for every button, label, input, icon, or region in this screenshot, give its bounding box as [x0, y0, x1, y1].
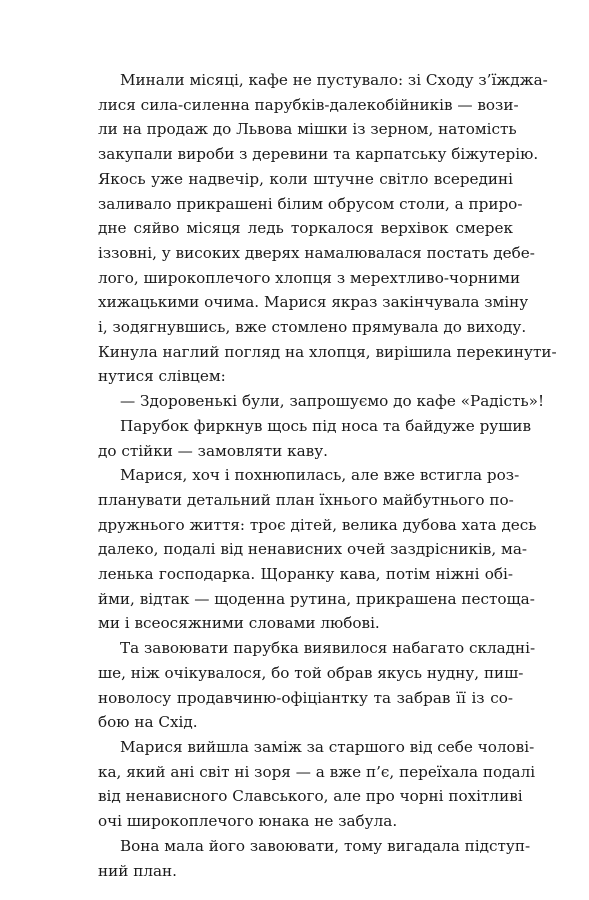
text-line: закупали вироби з деревини та карпатську біжутерію. [98, 145, 539, 164]
text-line: нутися слівцем: [98, 367, 226, 386]
text-line: далеко, подалі від ненависних очей заздрісників, ма- [98, 540, 528, 559]
text-line: і, зодягнувшись, вже стомлено прямувала до виходу. [98, 318, 527, 337]
text-line: — Здоровенькі були, запрошуємо до кафе «Радість»! [120, 392, 545, 411]
text-line: до стійки — замовляти каву. [98, 441, 328, 460]
paragraph-5 [76, 636, 536, 735]
text-line: іззовні, у високих дверях намалювалася постать дебе- [98, 243, 535, 262]
text-line: йми, відтак — щоденна рутина, прикрашена пестоща- [98, 589, 535, 608]
text-line: Марися, хоч і похнюпилась, але вже встигла роз- [120, 466, 520, 485]
text-line: лися сила-силенна парубків-далекобійників — вози- [98, 95, 519, 114]
text-line: Минали місяці, кафе не пустувало: зі Сходу з’їжджа- [120, 71, 548, 89]
text-line: Вона мала його завоювати, тому вигадала підступ- [120, 836, 531, 855]
text-line: Парубок фиркнув щось під носа та байдуже рушив [120, 416, 532, 435]
text-line: планувати детальний план їхнього майбутнього по- [98, 490, 514, 509]
text-line: Марися вийшла заміж за старшого від себе чолові- [120, 737, 535, 756]
paragraph-7 [76, 834, 531, 883]
text-line: ли на продаж до Львова мішки із зерном, натомість [98, 120, 517, 139]
text-line: бою на Схід. [98, 713, 198, 732]
text-line: очі широкоплечого юнака не забула. [98, 812, 398, 831]
text-line: заливало прикрашені білим обрусом столи, а приро- [98, 194, 523, 213]
text-line: новолосу продавчиню-офіціантку та забрав її із со- [98, 688, 513, 707]
text-line: ми і всеосяжними словами любові. [98, 614, 380, 633]
text-line: ленька господарка. Щоранку кава, потім ніжні обі- [98, 565, 513, 584]
text-line: Якось уже надвечір, коли штучне світло всередині [98, 169, 513, 188]
paragraph-2-dialogue [76, 389, 545, 414]
text-line: Кинула наглий погляд на хлопця, вирішила перекинути- [98, 342, 557, 361]
paragraph-1 [76, 68, 557, 389]
text-line: ка, який ані світ ні зоря — а вже п’є, переїхала подалі [98, 762, 536, 781]
paragraph-4 [76, 463, 537, 636]
text-line: хижацькими очима. Марися якраз закінчувала зміну [98, 293, 529, 312]
text-line: від ненависного Славського, але про чорні похітливі [98, 787, 523, 806]
text-line: ний план. [98, 861, 177, 880]
paragraph-3 [76, 414, 532, 463]
text-line: Та завоювати парубка виявилося набагато складні- [120, 639, 536, 658]
paragraph-6 [76, 735, 536, 834]
text-line: ше, ніж очікувалося, бо той обрав якусь нудну, пиш- [98, 663, 524, 682]
book-page-text [76, 68, 557, 883]
text-line: дружнього життя: троє дітей, велика дубова хата десь [98, 515, 537, 534]
text-line: лого, широкоплечого хлопця з мерехтливо-чорними [98, 268, 521, 287]
text-line: дне сяйво місяця ледь торкалося верхівок смерек [98, 219, 513, 238]
